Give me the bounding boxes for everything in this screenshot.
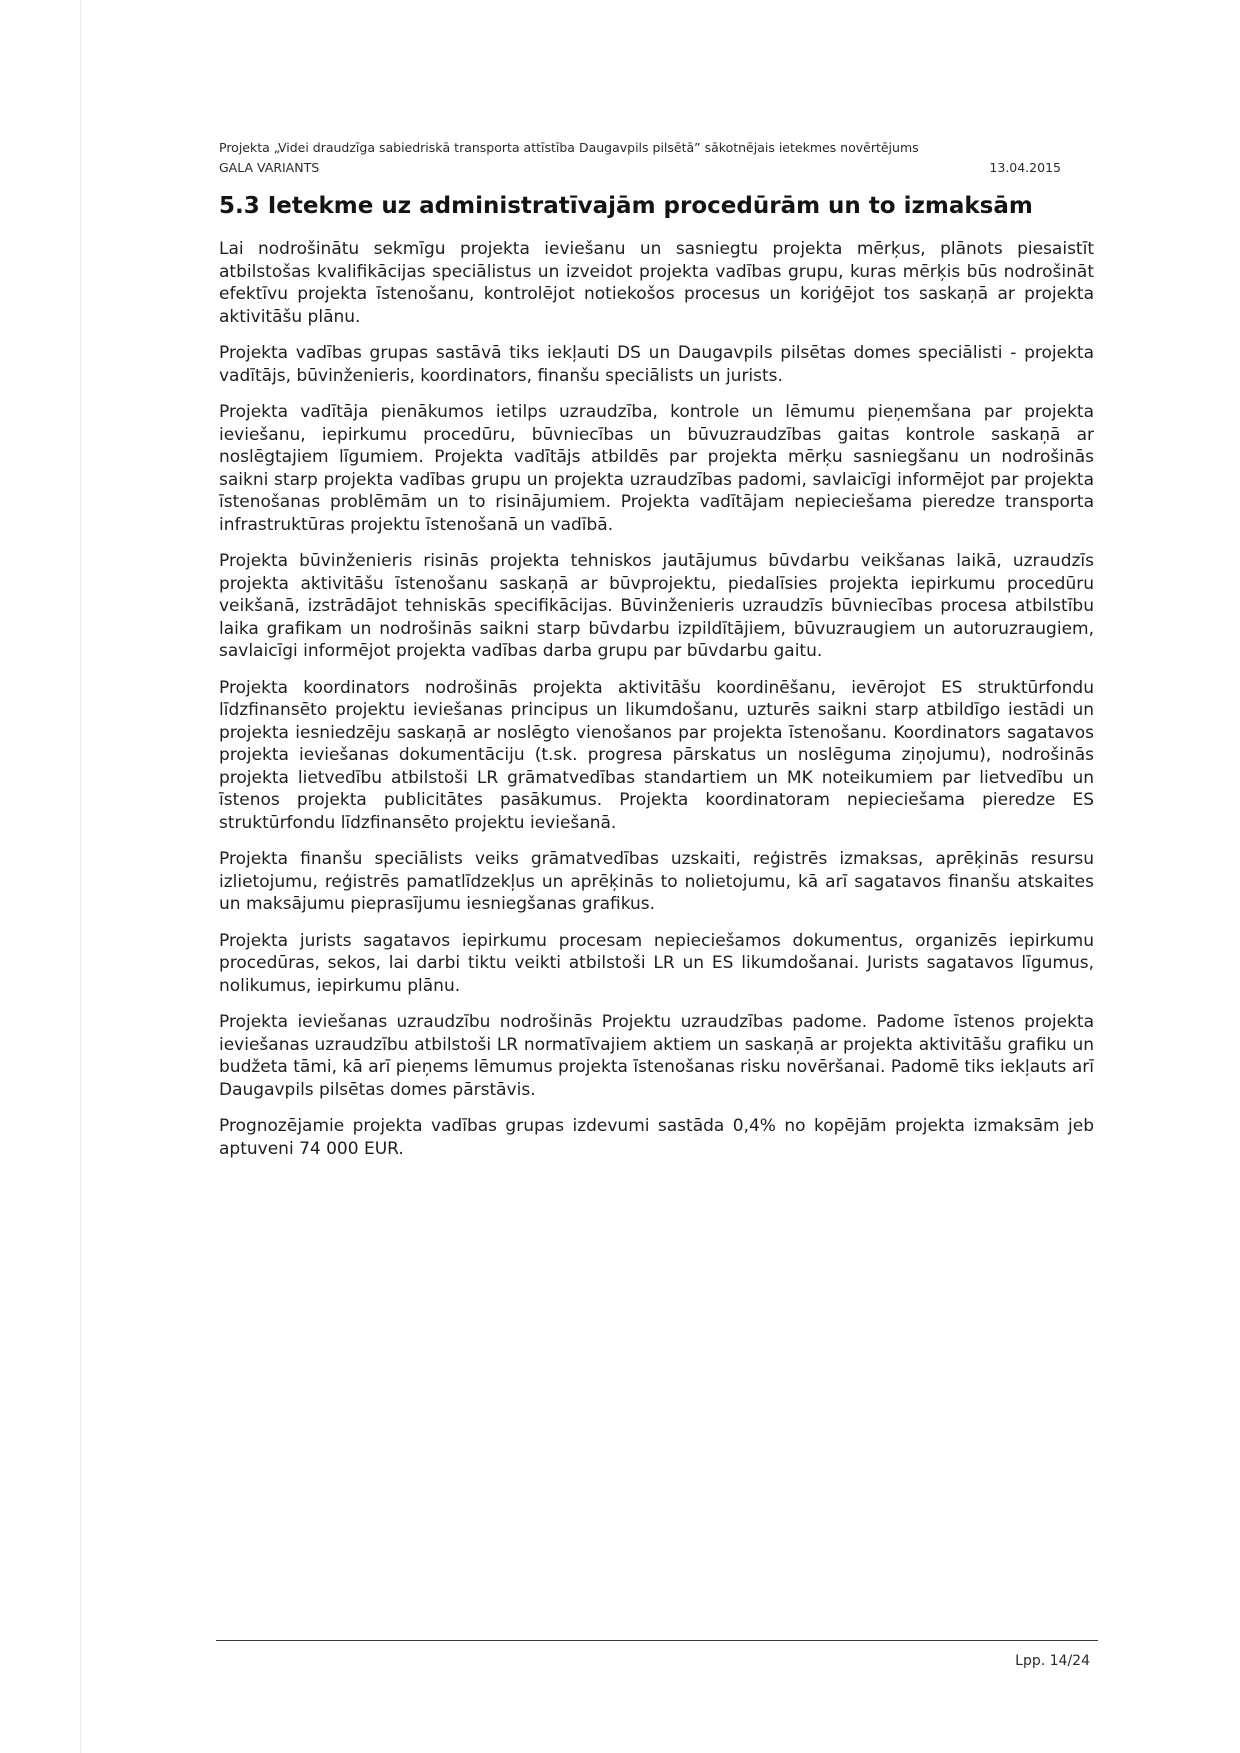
paragraph-lawyer: Projekta jurists sagatavos iepirkumu procesam nepieciešamos dokumentus, organizēs iepirkumu procedūras, sekos, lai darbi tiktu veikti atbilstoši LR un ES likumdošanai. Jurists sagatavos līgumus, nolikumus, iepirkumu plānu. <box>219 930 1094 996</box>
section-title: 5.3 Ietekme uz administratīvajām procedūrām un to izmaksām <box>219 193 1033 219</box>
paragraph-group-composition: Projekta vadības grupas sastāvā tiks iekļauti DS un Daugavpils pilsētas domes speciālisti - projekta vadītājs, būvinženieris, koordinators, finanšu speciālists un jurists. <box>219 343 1094 386</box>
paragraph-costs: Prognozējamie projekta vadības grupas izdevumi sastāda 0,4% no kopējām projekta izmaksām jeb aptuveni 74 000 EUR. <box>219 1116 1094 1159</box>
paragraph-intro: Lai nodrošinātu sekmīgu projekta ieviešanu un sasniegtu projekta mērķus, plānots piesaistīt atbilstošas kvalifikācijas speciālistus un izveidot projekta vadības grupu, kuras mērķis būs nodrošināt efektīvu projekta īstenošanu, kontrolējot notiekošos procesus un koriģējot tos saskaņā ar projekta aktivitāšu plānu. <box>219 239 1094 327</box>
page-number: Lpp. 14/24 <box>1015 1653 1090 1669</box>
header-project-title: Projekta „Videi draudzīga sabiedriskā transporta attīstība Daugavpils pilsētā” sākotnējais ietekmes novērtējums <box>219 140 919 155</box>
paragraph-supervisory-board: Projekta ieviešanas uzraudzību nodrošinās Projektu uzraudzības padome. Padome īstenos projekta ieviešanas uzraudzību atbilstoši LR normatīvajiem aktiem un saskaņā ar projekta aktivitāšu grafiku un budžeta tāmi, kā arī pieņems lēmumus projekta īstenošanas risku novēršanai. Padomē tiks iekļauts arī Daugavpils pilsētas domes pārstāvis. <box>219 1012 1094 1100</box>
paragraph-finance-specialist: Projekta finanšu speciālists veiks grāmatvedības uzskaiti, reģistrēs izmaksas, aprēķinās resursu izlietojumu, reģistrēs pamatlīdzekļus un aprēķinās to nolietojumu, kā arī sagatavos finanšu atskaites un maksājumu pieprasījumu iesniegšanas grafikus. <box>219 849 1094 914</box>
page-header <box>219 140 1061 176</box>
document-body <box>219 238 1094 1174</box>
paragraph-construction-engineer: Projekta būvinženieris risinās projekta tehniskos jautājumus būvdarbu veikšanas laikā, uzraudzīs projekta aktivitāšu īstenošanu saskaņā ar būvprojektu, piedalīsies projekta iepirkumu procedūru veikšanā, izstrādājot tehniskās specifikācijas. Būvinženieris uzraudzīs būvniecības procesa atbilstību laika grafikam un nodrošinās saikni starp būvdarbu izpildītājiem, būvuzraugiem un autoruzraugiem, savlaicīgi informējot projekta vadības darba grupu par būvdarbu gaitu. <box>219 551 1094 661</box>
header-second-line <box>219 156 1061 176</box>
paragraph-project-manager: Projekta vadītāja pienākumos ietilps uzraudzība, kontrole un lēmumu pieņemšana par projekta ieviešanu, iepirkumu procedūru, būvniecības un būvuzraudzības gaitas kontrole saskaņā ar noslēgtajiem līgumiem. Projekta vadītājs atbildēs par projekta mērķu sasniegšanu un nodrošinās saikni starp projekta vadības grupu un projekta uzraudzības padomi, savlaicīgi informējot par projekta īstenošanas problēmām un to risinājumiem. Projekta vadītājam nepieciešama pieredze transporta infrastruktūras projektu īstenošanā un vadībā. <box>219 402 1094 535</box>
scan-edge-line <box>80 0 81 1753</box>
footer-divider <box>216 1640 1098 1641</box>
paragraph-coordinator: Projekta koordinators nodrošinās projekta aktivitāšu koordinēšanu, ievērojot ES struktūrfondu līdzfinansēto projektu ieviešanas principus un likumdošanu, uzturēs saikni starp atbildīgo iestādi un projekta iesniedzēju saskaņā ar noslēgto vienošanos par projekta īstenošanu. Koordinators sagatavos projekta ieviešanas dokumentāciju (t.sk. progresa pārskatus un noslēguma ziņojumu), nodrošinās projekta lietvedību atbilstoši LR grāmatvedības standartiem un MK noteikumiem par lietvedību un īstenos projekta publicitātes pasākumus. Projekta koordinatoram nepieciešama pieredze ES struktūrfondu līdzfinansēto projektu ieviešanā. <box>219 677 1094 833</box>
header-date: 13.04.2015 <box>989 160 1061 175</box>
header-variant-label: GALA VARIANTS <box>219 160 320 175</box>
